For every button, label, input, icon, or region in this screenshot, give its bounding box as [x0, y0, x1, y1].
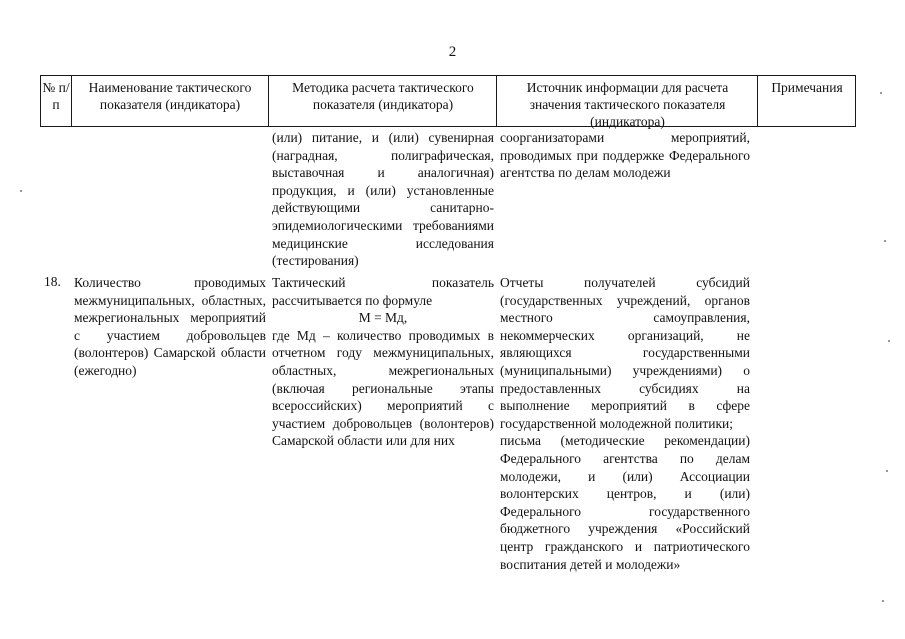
source-reports: Отчеты получателей субсидий (государственных учреждений, органов местного самоуправления, некоммерческих организаций, не являющихся государственными (муниципальными) учреждениями) о предоставленных субсидиях на выполнение мероприятий в сфере государственной молодежной политики;: [500, 275, 750, 431]
scan-speck: [20, 190, 22, 192]
source-text: [500, 274, 750, 573]
scan-speck: [884, 240, 886, 242]
formula: M = Mд,: [358, 310, 408, 326]
indicator-name: Количество проводимых межмуниципальных, областных, межрегиональных мероприятий с участием добровольцев (волонтеров) Самарской области (ежегодно): [74, 275, 266, 378]
continuation-method: (или) питание, и (или) сувенирная (наградная, полиграфическая, выставочная и аналогичная) продукция, и (или) установленные действующими санитарно-эпидемиологическими требованиями медицинские исследования (тестирования): [272, 130, 494, 269]
column-divider: [268, 75, 269, 127]
source-letters: письма (методические рекомендации) Федерального агентства по делам молодежи, и (или) Ассоциации волонтерских центров, и (или) Федерального государственного бюджетного учреждения «Российский центр гражданского и патриотического воспитания детей и молодежи»: [500, 433, 750, 572]
row-number: 18.: [44, 274, 61, 289]
header-method: Методика расчета тактического показателя (индикатора): [292, 80, 474, 112]
scan-speck: [882, 600, 884, 602]
page-number: 2: [448, 44, 457, 60]
header-source: Источник информации для расчета значения тактического показателя (индикатора): [526, 80, 729, 129]
continuation-source: соорганизаторами мероприятий, проводимых при поддержке Федерального агентства по делам молодежи: [500, 130, 750, 181]
scan-speck: [880, 92, 882, 94]
scan-speck: [886, 470, 888, 472]
header-indicator-name: Наименование тактического показателя (индикатора): [88, 80, 252, 112]
column-divider: [71, 75, 72, 127]
method-definition: где Mд – количество проводимых в отчетном году межмуниципальных, областных, межрегиональных (включая региональные этапы всероссийских) мероприятий с участием добровольцев (волонтеров) Самарской области или для них: [272, 327, 494, 449]
column-divider: [496, 75, 497, 127]
scan-speck: [888, 340, 890, 342]
header-number: № п/п: [42, 80, 70, 112]
column-divider: [757, 75, 758, 127]
method-intro: Тактический показатель рассчитывается по формуле: [272, 275, 494, 308]
method-text: [272, 274, 494, 450]
header-notes: Примечания: [771, 80, 843, 95]
